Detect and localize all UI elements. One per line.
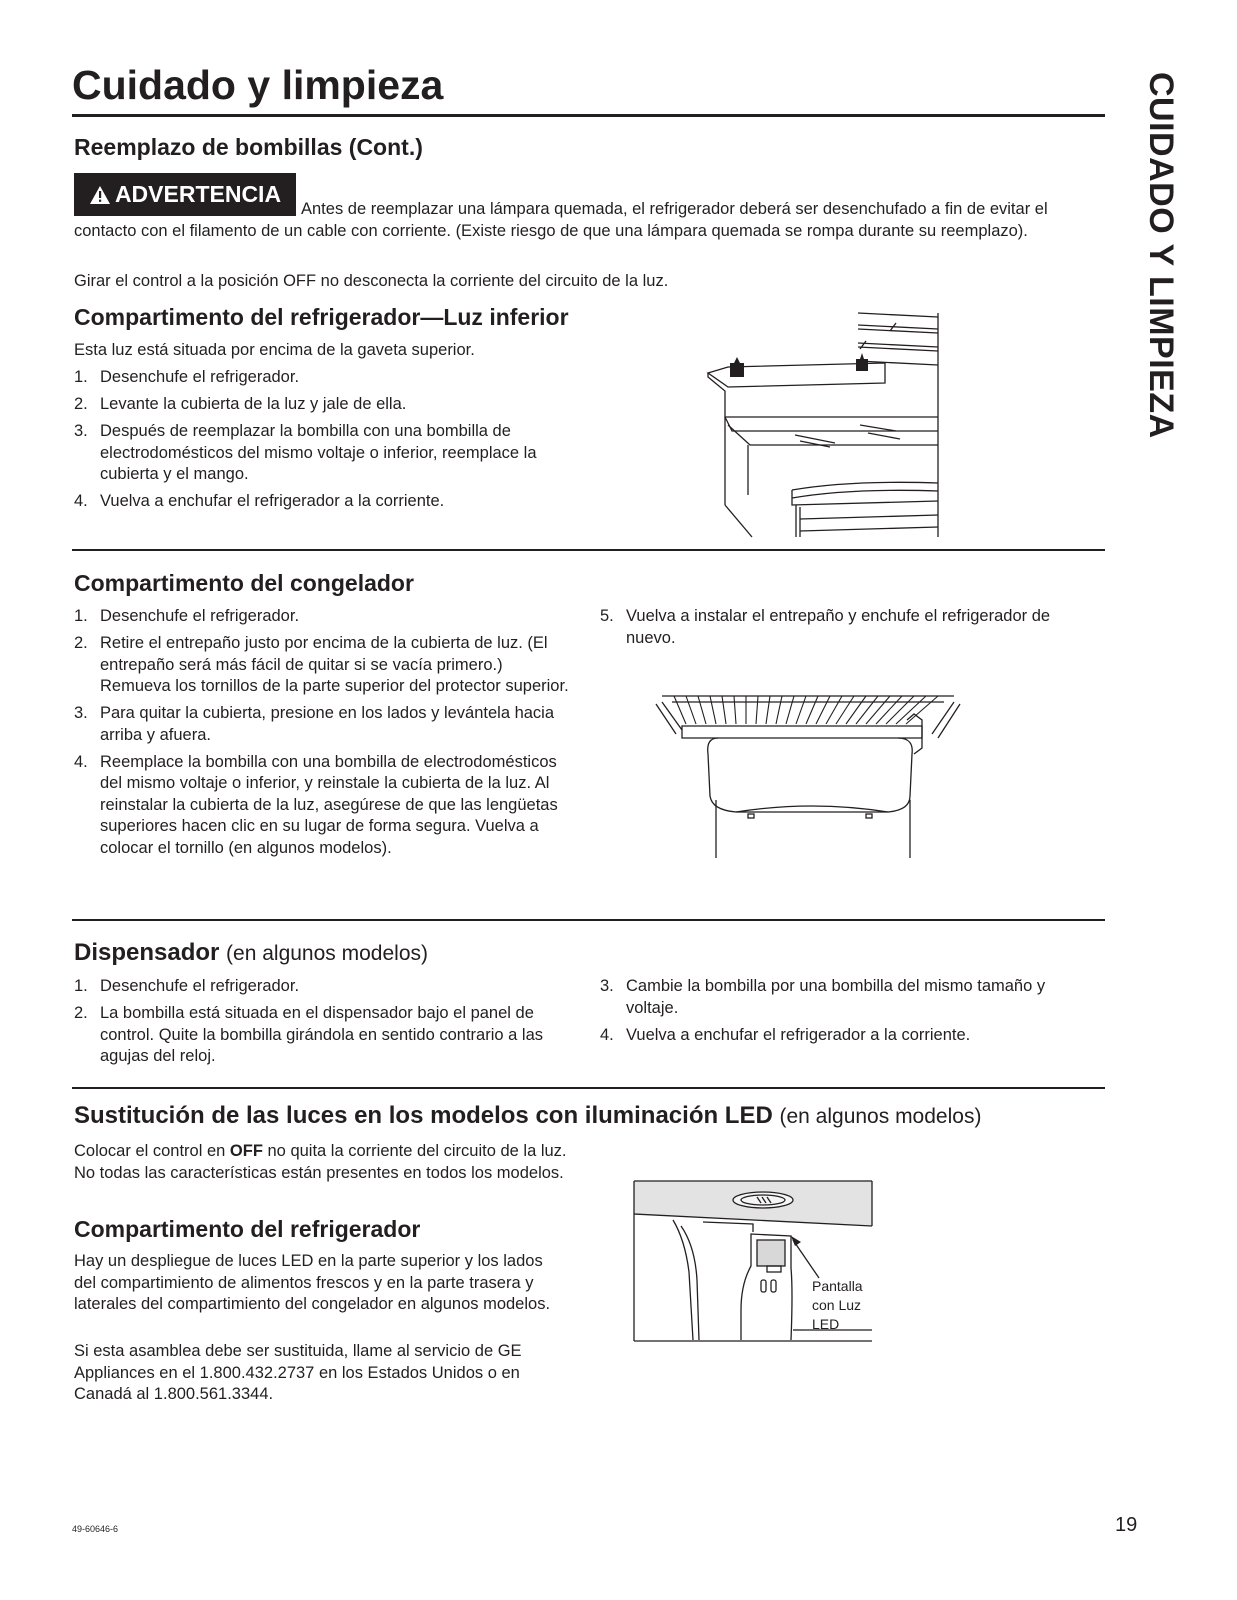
list-item: 1. Desenchufe el refrigerador. — [74, 368, 300, 386]
page-number: 19 — [1115, 1514, 1138, 1536]
off-control-note: Girar el control a la posición OFF no desconecta la corriente del circuito de la luz. — [74, 272, 669, 290]
dispenser-steps-left — [74, 976, 579, 1073]
freezer-steps-right — [600, 606, 1100, 655]
section-divider — [72, 1087, 1105, 1089]
dispenser-steps-right — [600, 976, 1100, 1052]
section-divider — [72, 919, 1105, 921]
section-heading-bulb-replacement: Reemplazo de bombillas (Cont.) — [74, 134, 423, 160]
freezer-light-cover-illustration — [652, 690, 964, 862]
section-divider — [72, 549, 1105, 551]
lower-light-intro: Esta luz está situada por encima de la gaveta superior. — [74, 341, 475, 359]
warning-label: ADVERTENCIA — [114, 181, 282, 207]
list-item: 2. Retire el entrepaño justo por encima de la cubierta de luz. (El entrepaño será más fácil de quitar si se vacía primero.) Remueva los tornillos de la parte superior del protector superior. — [74, 634, 569, 695]
section-heading-lower-light: Compartimento del refrigerador—Luz inferior — [74, 304, 569, 330]
led-display-label: Pantalla con Luz LED — [812, 1278, 863, 1332]
led-paragraph: Hay un despliegue de luces LED en la parte superior y los lados del compartimiento de alimentos frescos y en la parte trasera y laterales del compartimiento del congelador en algunos modelos. — [74, 1252, 551, 1313]
service-contact-paragraph: Si esta asamblea debe ser sustituida, llame al servicio de GE Appliances en el 1.800.432.2737 en los Estados Unidos o en Canadá al 1.800.561.3344. — [74, 1342, 522, 1403]
list-item: 2. La bombilla está situada en el dispensador bajo el panel de control. Quite la bombilla girándola en sentido contrario a las agujas del reloj. — [74, 1004, 544, 1065]
warning-text: Antes de reemplazar una lámpara quemada, el refrigerador deberá ser desenchufado a fin de evitar el contacto con el filamento de un cable con corriente. (Existe riesgo de que una lámpara quemada se rompa durante su reemplazo). — [74, 200, 1048, 240]
list-item: 3. Después de reemplazar la bombilla con una bombilla de electrodomésticos del mismo voltaje o inferior, reemplace la cubierta y el mango. — [74, 422, 537, 483]
document-code: 49-60646-6 — [72, 1524, 119, 1534]
list-item: 3. Cambie la bombilla por una bombilla del mismo tamaño y voltaje. — [600, 977, 1046, 1017]
led-intro: Colocar el control en OFF no quita la corriente del circuito de la luz. No todas las características están presentes en todos los modelos. — [74, 1142, 567, 1182]
list-item: 3. Para quitar la cubierta, presione en los lados y levántela hacia arriba y afuera. — [74, 704, 555, 744]
section-heading-fridge-compartment: Compartimento del refrigerador — [74, 1216, 421, 1242]
warning-triangle-icon — [89, 185, 111, 205]
warning-badge — [74, 173, 296, 216]
list-item: 4. Vuelva a enchufar el refrigerador a la corriente. — [600, 1025, 971, 1044]
section-heading-led: Sustitución de las luces en los modelos con iluminación LED (en algunos modelos) — [74, 1102, 982, 1129]
list-item: 4. Vuelva a enchufar el refrigerador a la corriente. — [74, 492, 445, 510]
side-tab-label: CUIDADO Y LIMPIEZA — [1142, 72, 1180, 439]
lower-light-cover-illustration — [700, 305, 945, 545]
page-title: Cuidado y limpieza — [72, 62, 444, 108]
lower-light-steps — [74, 367, 584, 518]
list-item: 2. Levante la cubierta de la luz y jale de ella. — [74, 395, 407, 413]
list-item: 4. Reemplace la bombilla con una bombilla de electrodomésticos del mismo voltaje o inferior, y reinstale la cubierta de la luz. Al reinstalar la cubierta de la luz, asegúrese de que las lengüetas superiores hacen clic en su lugar de forma segura. Vuelva a colocar el tornillo (en algunos modelos). — [74, 752, 558, 857]
list-item: 1. Desenchufe el refrigerador. — [74, 607, 300, 625]
title-rule — [72, 114, 1105, 117]
list-item: 1. Desenchufe el refrigerador. — [74, 977, 300, 995]
section-heading-freezer: Compartimento del congelador — [74, 570, 414, 596]
freezer-steps-left — [74, 606, 574, 865]
section-heading-dispenser: Dispensador (en algunos modelos) — [74, 939, 428, 966]
list-item: 5. Vuelva a instalar el entrepaño y enchufe el refrigerador de nuevo. — [600, 607, 1051, 647]
